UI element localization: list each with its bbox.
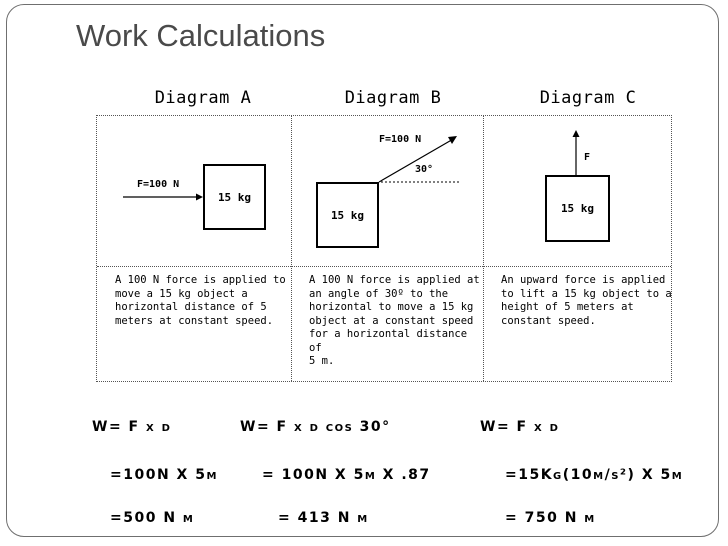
- mass-label-a: 15 kg: [217, 190, 252, 204]
- work-formula-c: W= F x d: [480, 419, 560, 435]
- slide-title: Work Calculations: [76, 18, 326, 53]
- mass-block-a: [203, 164, 266, 230]
- mass-label-c: 15 kg: [560, 202, 595, 215]
- diagram-c-figure: [483, 116, 675, 266]
- diagram-c-heading: Diagram C: [539, 88, 637, 108]
- work-step-a: =100N X 5m: [110, 467, 218, 483]
- force-label-a: F=100 N: [137, 179, 180, 190]
- diagram-a-heading: Diagram A: [154, 88, 252, 108]
- diagram-c-description: An upward force is applied to lift a 15 kg object to a height of 5 meters at constant speed.: [501, 274, 672, 327]
- diagram-b-figure: [291, 116, 483, 266]
- mass-block-b: [316, 182, 379, 248]
- force-label-b: F=100 N: [379, 134, 422, 145]
- work-formula-b: W= F x d cos 30°: [240, 419, 391, 435]
- row-divider: [97, 266, 671, 267]
- diagram-a-figure: [97, 116, 289, 266]
- work-result-c: = 750 N m: [505, 510, 596, 526]
- diagram-a-description: A 100 N force is applied to move a 15 kg object a horizontal distance of 5 meters at constant speed.: [115, 274, 286, 327]
- diagram-b-description: A 100 N force is applied at an angle of 30º to the horizontal to move a 15 kg object at a constant speed for a horizontal distance of 5 m.: [309, 274, 480, 367]
- mass-label-b: 15 kg: [330, 208, 365, 222]
- diagram-table: [96, 115, 672, 382]
- diagram-b-heading: Diagram B: [344, 88, 442, 108]
- work-formula-a: W= F x d: [92, 419, 172, 435]
- work-step-b: = 100N X 5m X .87: [262, 467, 431, 483]
- work-result-b: = 413 N m: [278, 510, 369, 526]
- angle-label-b: 30°: [415, 164, 434, 175]
- work-step-c: =15Kg(10m/s²) X 5m: [505, 467, 684, 483]
- force-label-c: F: [584, 152, 591, 163]
- work-result-a: =500 N m: [110, 510, 195, 526]
- mass-block-c: [545, 175, 610, 242]
